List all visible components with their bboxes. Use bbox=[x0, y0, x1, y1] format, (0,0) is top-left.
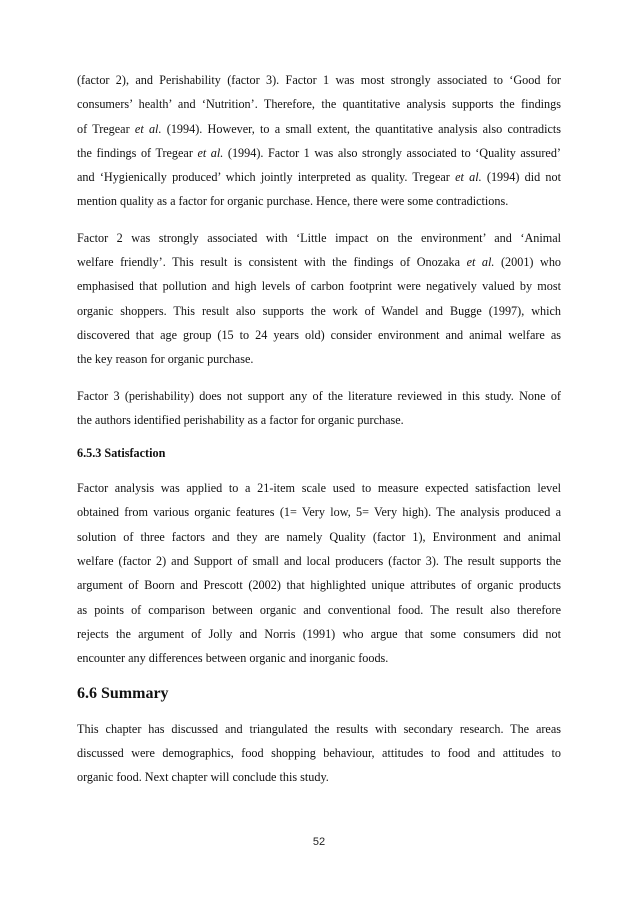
text-line: consumers’ health’ and ‘Nutrition’. Therefore, the quantitative analysis supports the findings bbox=[77, 97, 561, 112]
text-line: the findings of Tregear et al. (1994). Factor 1 was also strongly associated to ‘Quality assured’ bbox=[77, 145, 561, 160]
text-line: encounter any differences between organic and inorganic foods. bbox=[77, 651, 389, 666]
et-al-italic: et al. bbox=[455, 170, 482, 185]
text-line: obtained from various organic features (1= Very low, 5= Very high). The analysis produced a bbox=[77, 505, 561, 520]
text-line: organic food. Next chapter will conclude this study. bbox=[77, 770, 329, 785]
text-line: Factor 2 was strongly associated with ‘Little impact on the environment’ and ‘Animal bbox=[77, 230, 561, 245]
text-line: This chapter has discussed and triangulated the results with secondary research. The areas bbox=[77, 721, 561, 736]
page-number: 52 bbox=[312, 836, 326, 848]
paragraph-satisfaction bbox=[77, 476, 561, 670]
et-al-italic: et al. bbox=[134, 121, 162, 136]
paragraph-factor-continuation bbox=[77, 68, 561, 214]
text-line: discussed were demographics, food shopping behaviour, attitudes to food and attitudes to bbox=[77, 745, 561, 760]
text-line: rejects the argument of Jolly and Norris (1991) who argue that some consumers did not bbox=[77, 626, 561, 641]
text-line: Factor analysis was applied to a 21-item scale used to measure expected satisfaction level bbox=[77, 481, 561, 496]
text-line: solution of three factors and they are namely Quality (factor 1), Environment and animal bbox=[77, 529, 561, 544]
paragraph-summary bbox=[77, 717, 561, 790]
document-page bbox=[77, 68, 561, 801]
text-line: (factor 2), and Perishability (factor 3). Factor 1 was most strongly associated to ‘Good for bbox=[77, 73, 561, 87]
text-line: argument of Boorn and Prescott (2002) that highlighted unique attributes of organic products bbox=[77, 578, 561, 593]
text-line: of Tregear et al. (1994). However, to a small extent, the quantitative analysis also contradicts bbox=[77, 121, 561, 136]
text-line: emphasised that pollution and high levels of carbon footprint were negatively valued by most bbox=[77, 279, 561, 294]
et-al-italic: et al. bbox=[197, 145, 224, 160]
text-line: discovered that age group (15 to 24 years old) consider environment and animal welfare as bbox=[77, 327, 561, 342]
text-line: organic shoppers. This result also supports the work of Wandel and Bugge (1997), which bbox=[77, 303, 561, 318]
text-line: mention quality as a factor for organic purchase. Hence, there were some contradictions. bbox=[77, 194, 509, 209]
text-line: and ‘Hygienically produced’ which jointly interpreted as quality. Tregear et al. (1994) did not bbox=[77, 170, 561, 185]
text-line: welfare (factor 2) and Support of small and local producers (factor 3). The result supports the bbox=[77, 554, 561, 569]
text-line: Factor 3 (perishability) does not support any of the literature reviewed in this study. None of bbox=[77, 388, 561, 403]
heading-satisfaction: 6.5.3 Satisfaction bbox=[77, 446, 166, 461]
text-line: the authors identified perishability as a factor for organic purchase. bbox=[77, 412, 404, 427]
paragraph-factor-2 bbox=[77, 226, 561, 372]
text-line: the key reason for organic purchase. bbox=[77, 352, 254, 367]
text-line: as points of comparison between organic and conventional food. The result also therefore bbox=[77, 602, 561, 617]
paragraph-factor-3 bbox=[77, 384, 561, 433]
text-line: welfare friendly’. This result is consistent with the findings of Onozaka et al. (2001) who bbox=[77, 255, 562, 270]
heading-summary: 6.6 Summary bbox=[77, 684, 169, 702]
et-al-italic: et al. bbox=[466, 255, 495, 270]
